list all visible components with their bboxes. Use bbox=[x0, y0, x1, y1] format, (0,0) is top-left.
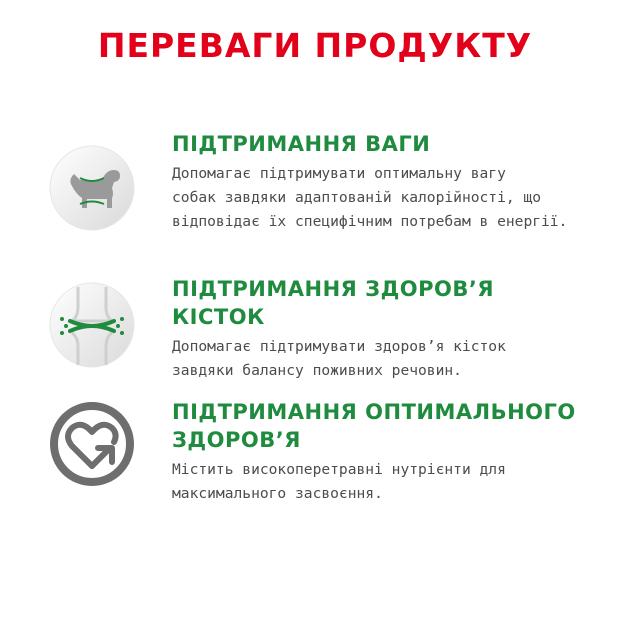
benefit-heading: ПІДТРИМАННЯ ВАГИ bbox=[172, 132, 431, 156]
dog-weight-icon bbox=[48, 144, 136, 232]
benefit-description bbox=[172, 335, 592, 383]
page-title: ПЕРЕВАГИ ПРОДУКТУ bbox=[97, 26, 533, 65]
description-line: собак завдяки адаптованій калорійності, що bbox=[172, 189, 542, 206]
description-line: відповідає їх специфічним потребам в енергії. bbox=[172, 213, 568, 230]
joint-icon bbox=[48, 281, 136, 369]
heading-line: ПІДТРИМАННЯ ОПТИМАЛЬНОГО bbox=[172, 400, 576, 424]
description-line: максимального засвоєння. bbox=[172, 485, 383, 502]
description-line: завдяки балансу поживних речовин. bbox=[172, 362, 462, 379]
benefit-description bbox=[172, 162, 592, 234]
description-line: Містить високоперетравні нутрієнти для bbox=[172, 461, 506, 478]
description-line: Допомагає підтримувати оптимальну вагу bbox=[172, 165, 506, 182]
benefit-heading bbox=[172, 398, 592, 454]
benefit-heading: ПІДТРИМАННЯ ЗДОРОВ’Я КІСТОК bbox=[172, 277, 495, 329]
benefit-description bbox=[172, 458, 592, 506]
heading-line: ЗДОРОВ’Я bbox=[172, 428, 301, 452]
description-line: Допомагає підтримувати здоров’я кісток bbox=[172, 338, 506, 355]
heart-g-icon bbox=[48, 400, 136, 488]
